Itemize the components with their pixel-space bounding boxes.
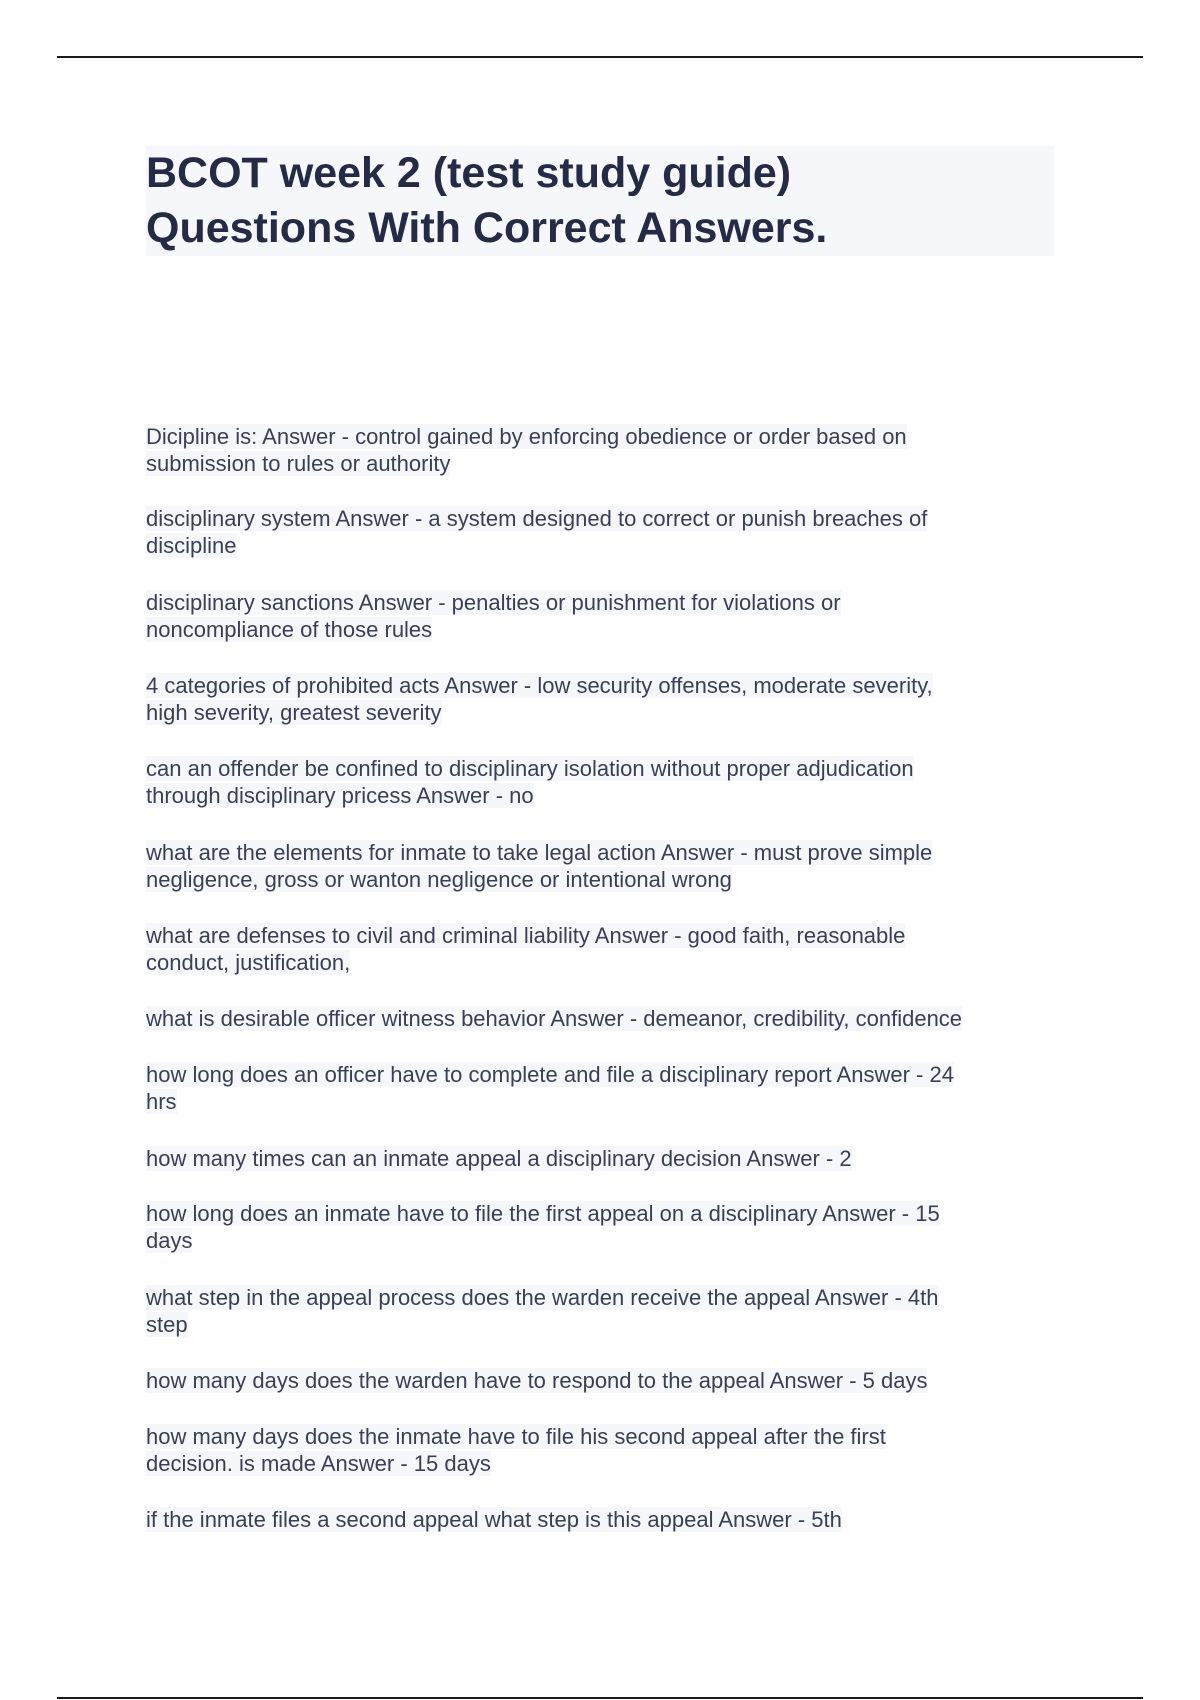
qa-item <box>146 672 933 726</box>
document-title <box>146 146 1054 256</box>
qa-line: Dicipline is: Answer - control gained by enforcing obedience or order based on <box>146 424 907 449</box>
qa-line: how many days does the warden have to respond to the appeal Answer - 5 days <box>146 1368 928 1393</box>
qa-item <box>146 423 907 477</box>
qa-line: how many days does the inmate have to file his second appeal after the first <box>146 1424 886 1449</box>
qa-line: how long does an inmate have to file the first appeal on a disciplinary Answer - 15 <box>146 1201 940 1226</box>
qa-line: how many times can an inmate appeal a disciplinary decision Answer - 2 <box>146 1146 852 1171</box>
qa-line: negligence, gross or wanton negligence or intentional wrong <box>146 867 732 892</box>
qa-line: how long does an officer have to complete and file a disciplinary report Answer - 24 <box>146 1062 954 1087</box>
title-line-2: Questions With Correct Answers. <box>146 204 828 252</box>
qa-item <box>146 1200 940 1254</box>
qa-line: what are the elements for inmate to take legal action Answer - must prove simple <box>146 840 933 865</box>
qa-line: step <box>146 1312 188 1337</box>
qa-line: conduct, justification, <box>146 950 351 975</box>
qa-item <box>146 1506 842 1533</box>
qa-line: disciplinary sanctions Answer - penalties or punishment for violations or <box>146 590 841 615</box>
qa-item <box>146 755 914 809</box>
qa-item <box>146 1061 954 1115</box>
qa-item <box>146 839 932 893</box>
qa-line: decision. is made Answer - 15 days <box>146 1451 491 1476</box>
qa-line: can an offender be confined to disciplinary isolation without proper adjudication <box>146 756 914 781</box>
qa-line: what is desirable officer witness behavior Answer - demeanor, credibility, confidence <box>146 1006 963 1031</box>
qa-line: discipline <box>146 533 237 558</box>
qa-item <box>146 1145 852 1172</box>
qa-line: what step in the appeal process does the warden receive the appeal Answer - 4th <box>146 1285 939 1310</box>
qa-line: high severity, greatest severity <box>146 700 442 725</box>
qa-line: 4 categories of prohibited acts Answer - low security offenses, moderate severity, <box>146 673 933 698</box>
qa-line: through disciplinary pricess Answer - no <box>146 783 534 808</box>
qa-item <box>146 589 841 643</box>
qa-item <box>146 505 927 559</box>
qa-line: days <box>146 1228 193 1253</box>
qa-line: if the inmate files a second appeal what step is this appeal Answer - 5th <box>146 1507 842 1532</box>
qa-line: what are defenses to civil and criminal liability Answer - good faith, reasonable <box>146 923 906 948</box>
bottom-divider <box>57 1697 1143 1699</box>
title-line-1: BCOT week 2 (test study guide) <box>146 149 792 197</box>
qa-item <box>146 1423 886 1477</box>
qa-line: disciplinary system Answer - a system designed to correct or punish breaches of <box>146 506 928 531</box>
qa-line: submission to rules or authority <box>146 451 451 476</box>
top-divider <box>57 56 1143 58</box>
qa-item <box>146 1367 927 1394</box>
qa-line: noncompliance of those rules <box>146 617 433 642</box>
qa-item <box>146 1284 939 1338</box>
qa-item <box>146 922 905 976</box>
qa-item <box>146 1005 962 1032</box>
qa-line: hrs <box>146 1089 177 1114</box>
